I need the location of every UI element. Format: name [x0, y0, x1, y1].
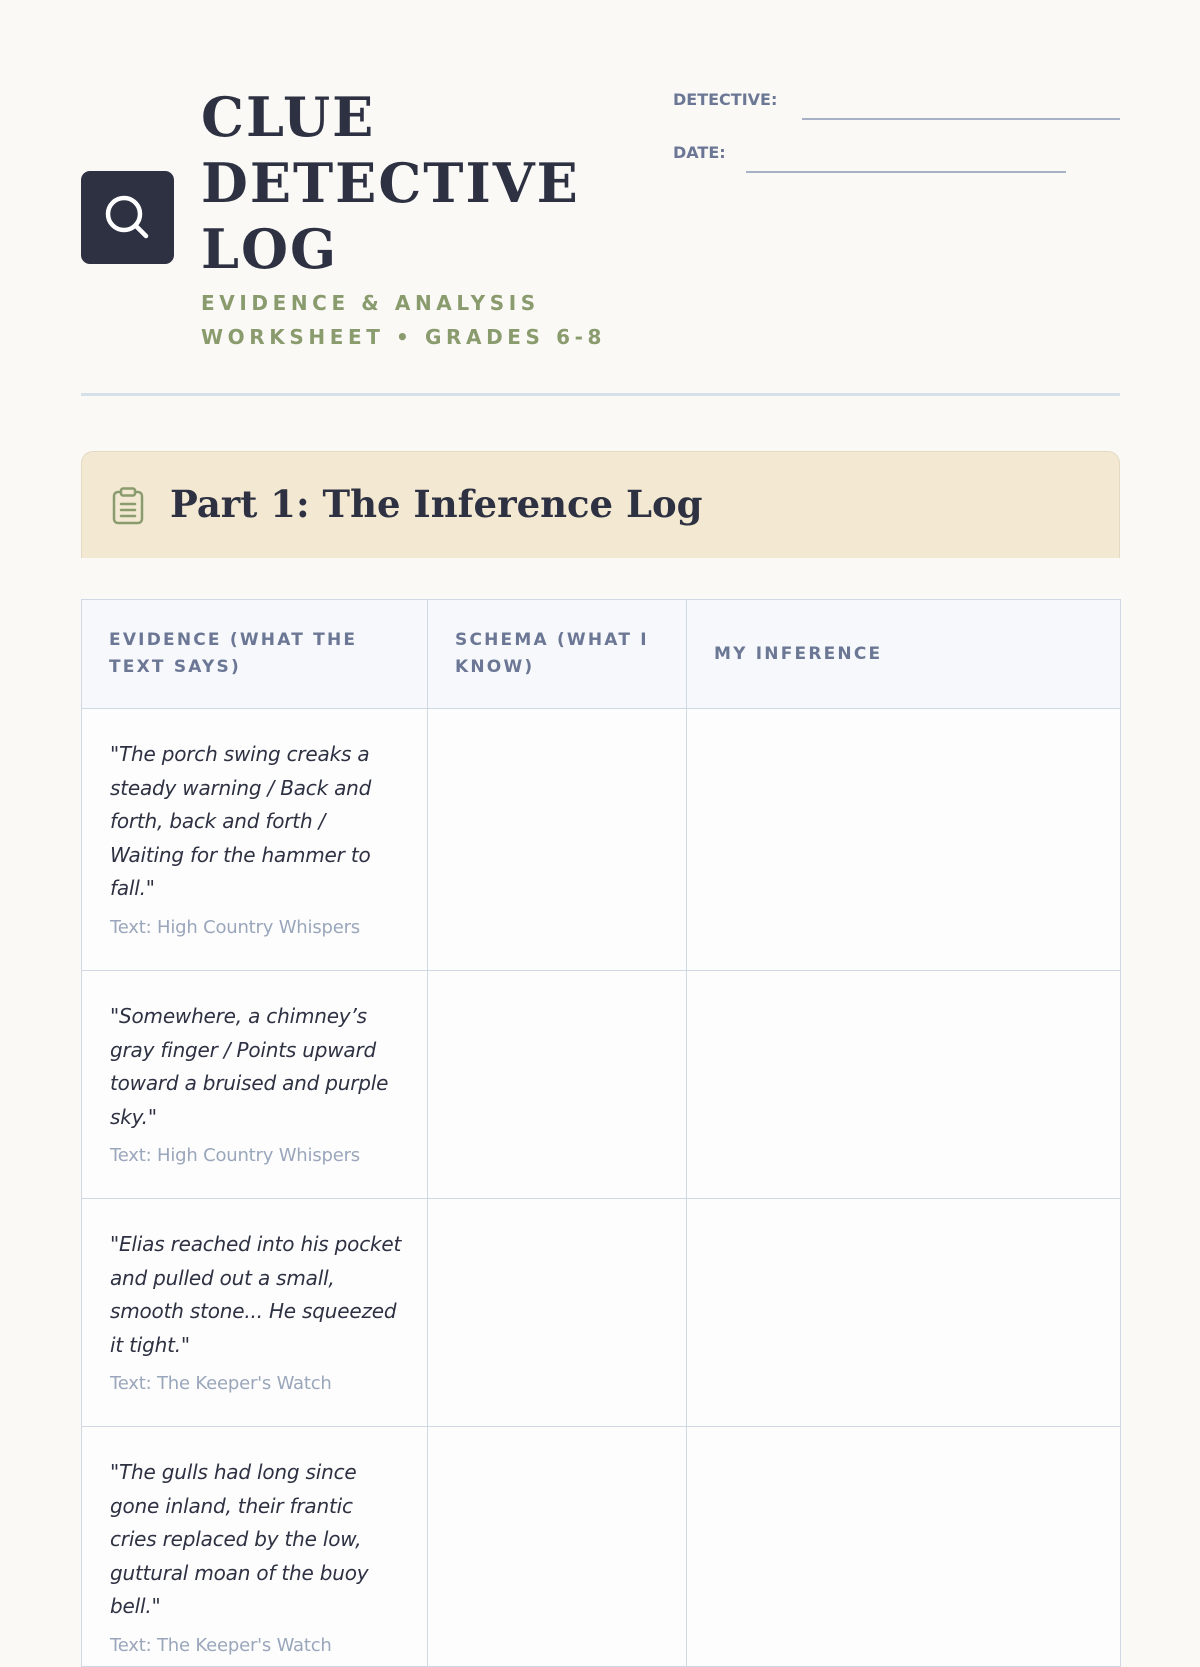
inference-cell[interactable]	[687, 1427, 1121, 1667]
evidence-quote: "Elias reached into his pocket and pulled out a small, smooth stone... He squeezed it tight."	[110, 1232, 402, 1357]
worksheet-page	[81, 0, 1120, 1656]
evidence-cell	[82, 971, 428, 1199]
inference-cell[interactable]	[687, 971, 1121, 1199]
title-line: LOG	[201, 217, 339, 281]
search-icon	[102, 192, 153, 243]
title-line: CLUE	[201, 85, 376, 149]
title-line: DETECTIVE	[201, 151, 580, 215]
worksheet-header	[81, 0, 1120, 395]
evidence-source: Text: High Country Whispers	[110, 1145, 360, 1166]
section-title: Part 1: The Inference Log	[170, 482, 703, 526]
column-header-inference: MY INFERENCE	[687, 600, 1121, 709]
section-header	[81, 451, 1120, 558]
table-header-row	[82, 600, 1121, 709]
subtitle-line: EVIDENCE & ANALYSIS	[201, 291, 540, 315]
evidence-cell	[82, 1427, 428, 1667]
evidence-quote: "Somewhere, a chimney’s gray finger / Points upward toward a bruised and purple sky."	[110, 1004, 389, 1129]
table-row	[82, 709, 1121, 971]
date-label: DATE:	[673, 143, 726, 162]
worksheet-subtitle	[201, 286, 641, 354]
evidence-source: Text: The Keeper's Watch	[110, 1373, 332, 1394]
table-row	[82, 971, 1121, 1199]
detective-label: DETECTIVE:	[673, 90, 778, 109]
schema-cell[interactable]	[428, 709, 687, 971]
schema-cell[interactable]	[428, 1427, 687, 1667]
schema-cell[interactable]	[428, 1199, 687, 1427]
evidence-source: Text: The Keeper's Watch	[110, 1634, 332, 1656]
evidence-source: Text: High Country Whispers	[110, 916, 360, 938]
clipboard-icon	[112, 487, 144, 525]
column-header-evidence: EVIDENCE (WHAT THE TEXT SAYS)	[82, 600, 428, 709]
logo-badge	[81, 171, 174, 264]
evidence-quote: "The gulls had long since gone inland, their frantic cries replaced by the low, guttural moan of the buoy bell."	[110, 1460, 369, 1618]
column-header-schema: SCHEMA (WHAT I KNOW)	[428, 600, 687, 709]
schema-cell[interactable]	[428, 971, 687, 1199]
evidence-quote: "The porch swing creaks a steady warning / Back and forth, back and forth / Waiting for the hammer to fall."	[110, 742, 372, 900]
subtitle-line: WORKSHEET • GRADES 6-8	[201, 325, 607, 349]
inference-log-table	[81, 599, 1121, 1667]
evidence-cell	[82, 1199, 428, 1427]
inference-cell[interactable]	[687, 709, 1121, 971]
header-divider	[81, 393, 1120, 396]
detective-input-line[interactable]	[802, 118, 1120, 120]
table-row	[82, 1199, 1121, 1427]
table-row	[82, 1427, 1121, 1667]
worksheet-title	[201, 84, 601, 282]
date-input-line[interactable]	[746, 171, 1066, 173]
evidence-cell	[82, 709, 428, 971]
inference-cell[interactable]	[687, 1199, 1121, 1427]
